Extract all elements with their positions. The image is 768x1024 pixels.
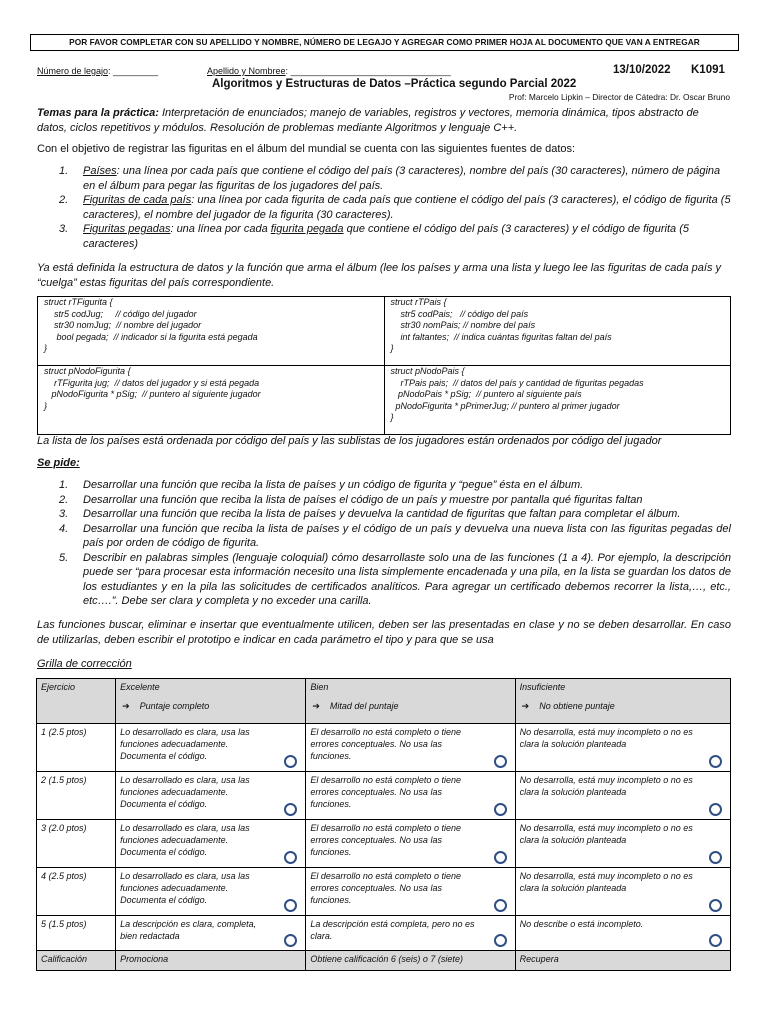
radio-circle-icon[interactable] [709, 934, 722, 947]
task-item: 4. Desarrollar una función que reciba la lista de países y el código de un país y devuelva una nueva lista con las figuritas pegadas del país por orden de código de figurita. [59, 522, 731, 549]
row-ejercicio: 5 (1.5 ptos) [37, 916, 116, 951]
se-pide-heading: Se pide: [37, 457, 80, 469]
professors-line: Prof: Marcelo Lipkin – Director de Cátedra: Dr. Oscar Bruno [508, 92, 730, 102]
instructions-banner: POR FAVOR COMPLETAR CON SU APELLIDO Y NOMBRE, NÚMERO DE LEGAJO Y AGREGAR COMO PRIMER HOJA AL DOCUMENTO QUE VAN A ENTREGAR [30, 34, 739, 51]
radio-circle-icon[interactable] [284, 934, 297, 947]
radio-circle-icon[interactable] [709, 851, 722, 864]
cell-bien: El desarrollo no está completo o tiene errores conceptuales. No usa las funciones. [306, 820, 515, 868]
source-item: 3. Figuritas pegadas: una línea por cada figurita pegada que contiene el código del país (3 caracteres) y el código de figurita (5 caracteres) [59, 223, 690, 250]
header-excelente: Excelente ➔ Puntaje completo [116, 679, 306, 724]
radio-circle-icon[interactable] [284, 803, 297, 816]
task-item: 2. Desarrollar una función que reciba la lista de países el código de un país y muestre por pantalla qué figuritas faltan [59, 493, 643, 506]
footer-excelente: Promociona [116, 951, 306, 971]
grid-header-row [37, 679, 731, 724]
structure-intro: Ya está definida la estructura de datos y la función que arma el álbum (lee los países y arma una lista y luego lee las figuritas de cada país y “cuelga” estas figuritas del país correspondiente. [37, 262, 722, 289]
radio-circle-icon[interactable] [494, 803, 507, 816]
task-item: 5. Describir en palabras simples (lenguaje coloquial) cómo desarrollaste solo una de las funciones (1 a 4). Por ejemplo, la descripción puede ser “para procesar esta información necesito una lista simplemente encadenada y una pila, en la lista se guardan los datos de los estudiantes y en la pila las solicitudes de certificados analíticos. Para agregar un certificado debemos recorrer la lista,…, etc., etc….”. Debe ser clara y completa y no exceder una carilla. [59, 551, 731, 607]
source-item: 2. Figuritas de cada país: una línea por cada figurita de cada país que contiene el código del país (3 caracteres), el código de figurita (5 caracteres), el nombre del jugador de la figurita (30 caracteres). [59, 194, 731, 221]
cell-excelente: Lo desarrollado es clara, usa las funciones adecuadamente. Documenta el código. [116, 820, 306, 868]
cell-bien: La descripción está completa, pero no es clara. [306, 916, 515, 951]
radio-circle-icon[interactable] [284, 755, 297, 768]
grid-footer-row [37, 951, 731, 971]
radio-circle-icon[interactable] [494, 755, 507, 768]
cell-bien: El desarrollo no está completo o tiene errores conceptuales. No usa las funciones. [306, 772, 515, 820]
cell-insuficiente: No desarrolla, está muy incompleto o no es clara la solución planteada [515, 868, 730, 916]
radio-circle-icon[interactable] [709, 803, 722, 816]
footer-bien: Obtiene calificación 6 (seis) o 7 (siete) [306, 951, 515, 971]
task-item: 1. Desarrollar una función que reciba la lista de países y un código de figurita y “pegue” ésta en el álbum. [59, 479, 584, 491]
row-ejercicio: 3 (2.0 ptos) [37, 820, 116, 868]
cell-insuficiente: No desarrolla, está muy incompleto o no es clara la solución planteada [515, 820, 730, 868]
legajo-label: Número de legajo [37, 66, 109, 76]
cell-excelente: Lo desarrollado es clara, usa las funciones adecuadamente. Documenta el código. [116, 724, 306, 772]
arrow-right-icon: ➔ [312, 701, 320, 711]
radio-circle-icon[interactable] [284, 899, 297, 912]
radio-circle-icon[interactable] [284, 851, 297, 864]
radio-circle-icon[interactable] [494, 851, 507, 864]
struct-rtfigurita: struct rTFigurita { str5 codJug; // código del jugador str30 nomJug; // nombre del jugador bool pegada; // indicador si la figurita está pegada } [38, 297, 385, 366]
grid-title: Grilla de corrección [37, 658, 132, 670]
cell-bien: El desarrollo no está completo o tiene errores conceptuales. No usa las funciones. [306, 868, 515, 916]
grid-row-1 [37, 724, 731, 772]
legajo-blank: _________ [113, 66, 159, 76]
footer-label: Calificación [37, 951, 116, 971]
order-note: La lista de los países está ordenada por código del país y las sublistas de los jugadores están ordenados por código del jugador [37, 435, 662, 447]
nombre-label: Apellido y Nombree [207, 66, 286, 76]
row-ejercicio: 4 (2.5 ptos) [37, 868, 116, 916]
header-ejercicio: Ejercicio [37, 679, 116, 724]
row-ejercicio: 2 (1.5 ptos) [37, 772, 116, 820]
struct-pnodopais: struct pNodoPais { rTPais pais; // datos del país y cantidad de figuritas pegadas pNodoPais * pSig; // puntero al siguiente país pNodoFigurita * pPrimerJug; // puntero al primer jugador } [384, 366, 731, 435]
student-info-row [37, 64, 737, 78]
radio-circle-icon[interactable] [709, 755, 722, 768]
grid-row-4 [37, 868, 731, 916]
grid-row-2 [37, 772, 731, 820]
radio-circle-icon[interactable] [494, 934, 507, 947]
nombre-field: Apellido y Nombree: ________________________________ [207, 66, 451, 76]
header-insuficiente: Insuficiente ➔ No obtiene puntaje [515, 679, 730, 724]
document-title: Algoritmos y Estructuras de Datos –Práctica segundo Parcial 2022 [212, 78, 577, 90]
source-item: 1. Países: una línea por cada país que contiene el código del país (3 caracteres), nombre del país (30 caracteres), número de página en el álbum para pegar las figuritas de los jugadores del país. [59, 165, 721, 192]
sources-list [37, 164, 731, 251]
struct-definitions-table [37, 296, 731, 435]
arrow-right-icon: ➔ [122, 701, 130, 711]
cell-bien: El desarrollo no está completo o tiene errores conceptuales. No usa las funciones. [306, 724, 515, 772]
struct-pnodofigurita: struct pNodoFigurita { rTFigurita jug; // datos del jugador y si está pegada pNodoFigurita * pSig; // puntero al siguiente jugador } [38, 366, 385, 435]
exam-date: 13/10/2022 [613, 64, 671, 76]
legajo-field: Número de legajo: _________ [37, 66, 159, 76]
radio-circle-icon[interactable] [709, 899, 722, 912]
cell-insuficiente: No describe o está incompleto. [515, 916, 730, 951]
cell-insuficiente: No desarrolla, está muy incompleto o no es clara la solución planteada [515, 772, 730, 820]
cell-excelente: Lo desarrollado es clara, usa las funciones adecuadamente. Documenta el código. [116, 772, 306, 820]
temas-paragraph [37, 106, 731, 135]
nombre-blank: ________________________________ [290, 66, 451, 76]
task-item: 3. Desarrollar una función que reciba la lista de países y devuelva la cantidad de figuritas que faltan para completar el álbum. [59, 508, 681, 520]
row-ejercicio: 1 (2.5 ptos) [37, 724, 116, 772]
rules-note: Las funciones buscar, eliminar e insertar que eventualmente utilicen, deben ser las presentadas en clase y no se deben desarrollar. En caso de utilizarlas, deben escribir el prototipo e indicar en cada parámetro el tipo y para que se usa [37, 619, 731, 646]
footer-insuficiente: Recupera [515, 951, 730, 971]
cell-insuficiente: No desarrolla, está muy incompleto o no es clara la solución planteada [515, 724, 730, 772]
grading-grid [36, 678, 731, 971]
grid-row-5 [37, 916, 731, 951]
cell-excelente: La descripción es clara, completa, bien redactada [116, 916, 306, 951]
tasks-list [37, 478, 731, 609]
intro-paragraph: Con el objetivo de registrar las figuritas en el álbum del mundial se cuenta con las siguientes fuentes de datos: [37, 143, 576, 155]
cell-excelente: Lo desarrollado es clara, usa las funciones adecuadamente. Documenta el código. [116, 868, 306, 916]
arrow-right-icon: ➔ [521, 701, 530, 711]
course-code: K1091 [691, 64, 725, 76]
temas-label: Temas para la práctica: [37, 107, 159, 119]
temas-text: Interpretación de enunciados; manejo de variables, registros y vectores, memoria dinámica, tipos abstracto de datos, ciclos repetitivos y módulos. Resolución de problemas mediante Algoritmos y lenguaje C++. [37, 107, 699, 134]
header-bien: Bien ➔ Mitad del puntaje [306, 679, 515, 724]
struct-rtpais: struct rTPais { str5 codPais; // código del país str30 nomPais; // nombre del país int faltantes; // indica cuántas figuritas faltan del país } [384, 297, 731, 366]
grid-row-3 [37, 820, 731, 868]
radio-circle-icon[interactable] [494, 899, 507, 912]
